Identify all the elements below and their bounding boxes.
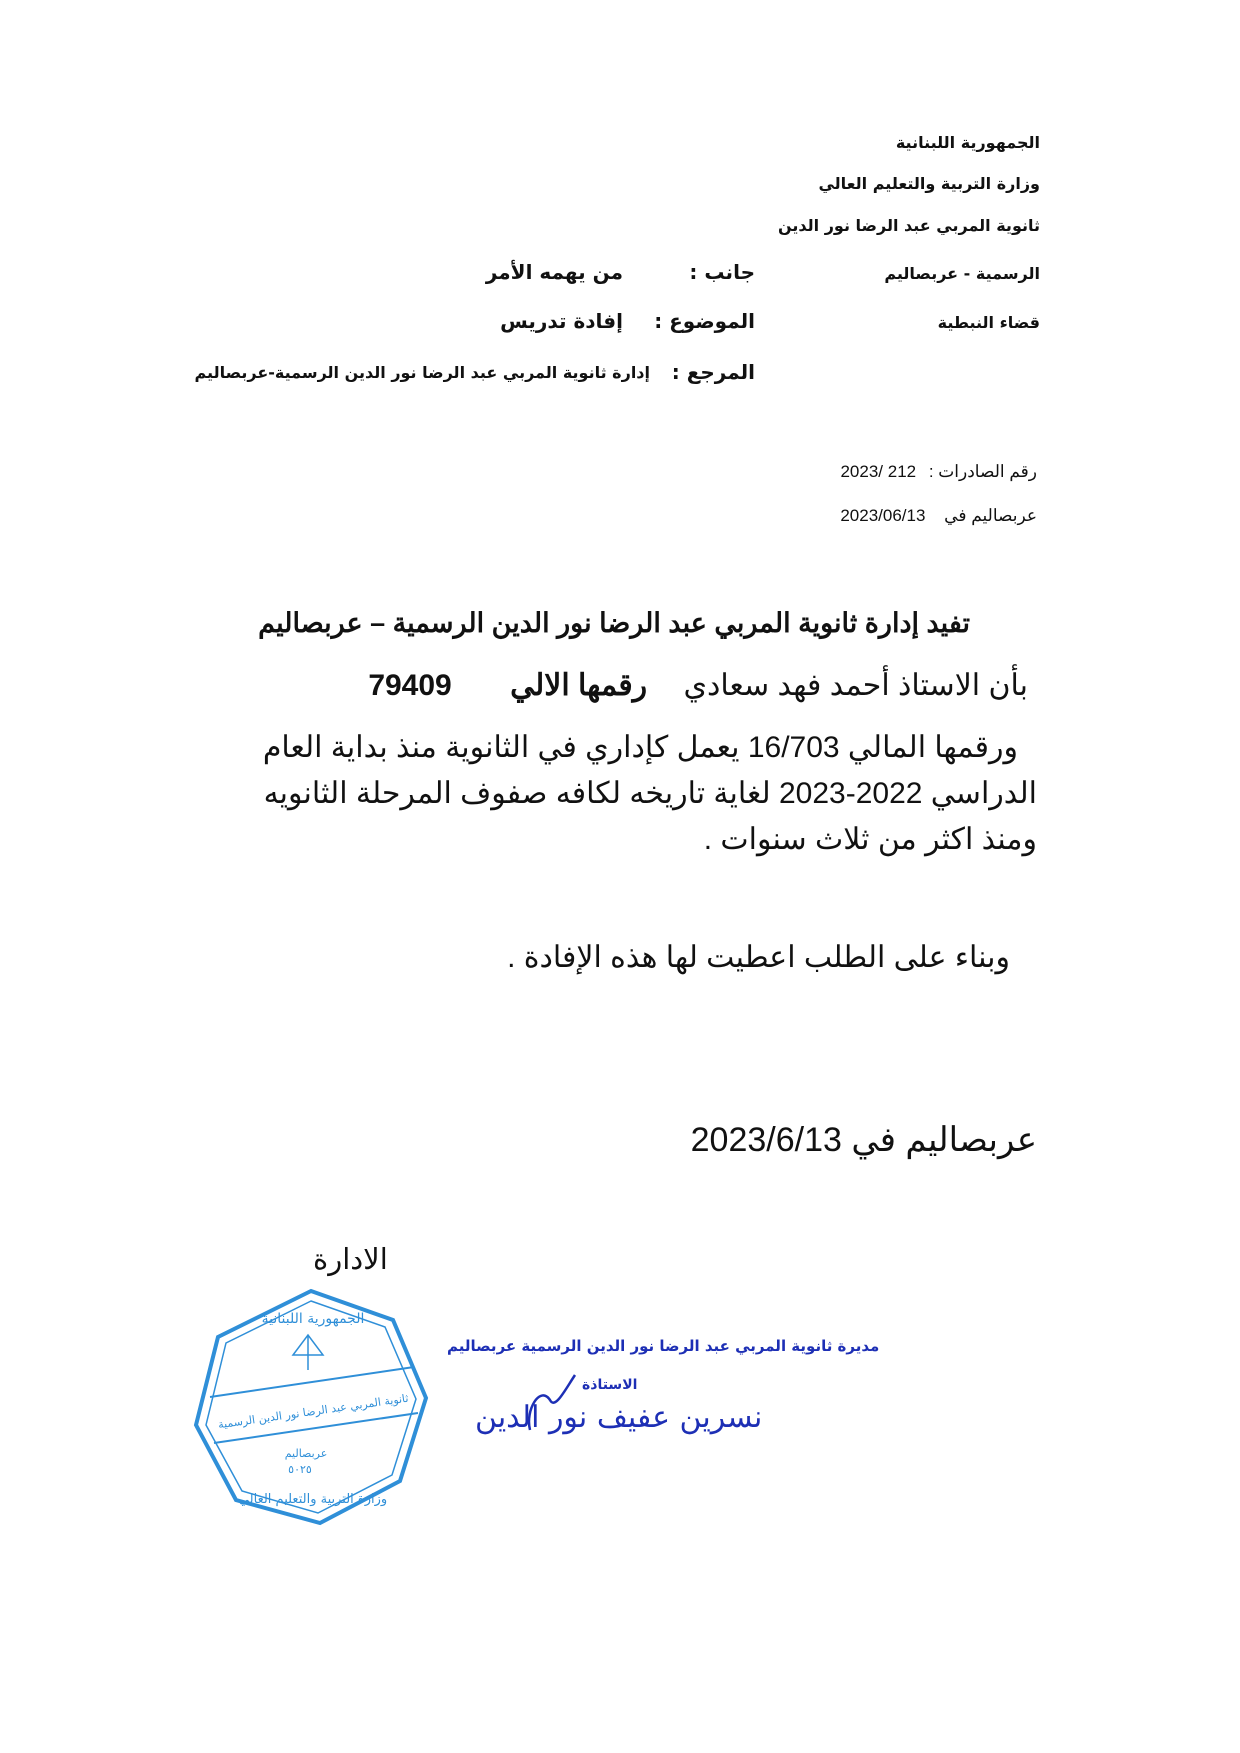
signature-honorific: الاستاذة	[582, 1377, 638, 1393]
stamp-bottom-text: وزارة التربية والتعليم العالي	[238, 1492, 388, 1507]
auto-number-label: رقمها الالي	[510, 669, 648, 702]
official-stamp-icon	[188, 1285, 434, 1531]
header-school-line2: الرسمية - عربصاليم	[884, 264, 1040, 283]
outgoing-label: رقم الصادرات :	[928, 462, 1037, 481]
header-school-line1: ثانوية المربي عبد الرضا نور الدين	[778, 216, 1040, 235]
footer-date: عربصاليم في 2023/6/13	[690, 1121, 1037, 1159]
stamp-top-text: الجمهورية اللبنانية	[261, 1311, 365, 1327]
reference-label: المرجع :	[671, 360, 755, 384]
to-label: جانب :	[689, 260, 755, 284]
body-line-3: ورقمها المالي 16/703 يعمل كإداري في الثانوية منذ بداية العام	[262, 731, 1018, 764]
administration-label: الادارة	[313, 1244, 388, 1276]
body-line-5: ومنذ اكثر من ثلاث سنوات .	[703, 823, 1037, 856]
outgoing-number	[840, 462, 1037, 482]
header-country: الجمهورية اللبنانية	[895, 133, 1040, 152]
subject-label: الموضوع :	[654, 309, 755, 333]
auto-number-value: 79409	[368, 669, 452, 702]
stamp-place: عربصاليم	[284, 1447, 328, 1460]
closing-line: وبناء على الطلب اعطيت لها هذه الإفادة .	[507, 941, 1010, 974]
place-date-label: عربصاليم في	[944, 506, 1037, 525]
stamp-code: ٥٠٢٥	[288, 1463, 312, 1476]
to-value: من يهمه الأمر	[485, 260, 623, 284]
subject-value: إفادة تدريس	[500, 309, 623, 333]
teacher-intro: بأن الاستاذ أحمد فهد سعادي	[683, 669, 1028, 702]
header-ministry: وزارة التربية والتعليم العالي	[818, 174, 1040, 193]
place-date-value: 2023/06/13	[840, 506, 926, 525]
signature-name: نسرين عفيف نور الدين	[475, 1400, 763, 1435]
header-district: قضاء النبطية	[937, 313, 1040, 332]
body-line-2	[368, 668, 1028, 703]
place-date	[840, 506, 1037, 526]
handwritten-signature-icon	[520, 1370, 580, 1440]
stamp-band-text: ثانوية المربي عبد الرضا نور الدين الرسمية	[217, 1391, 410, 1432]
body-line-4: الدراسي 2022-2023 لغاية تاريخه لكافه صفوف المرحلة الثانويه	[263, 777, 1037, 810]
outgoing-value: 2023/ 212	[840, 462, 917, 481]
signature-title: مديرة ثانوية المربي عبد الرضا نور الدين الرسمية عربصاليم	[447, 1337, 880, 1355]
body-line-1: تفيد إدارة ثانوية المربي عبد الرضا نور الدين الرسمية – عربصاليم	[258, 608, 970, 638]
reference-value: إدارة ثانوية المربي عبد الرضا نور الدين الرسمية-عربصاليم	[194, 363, 650, 382]
